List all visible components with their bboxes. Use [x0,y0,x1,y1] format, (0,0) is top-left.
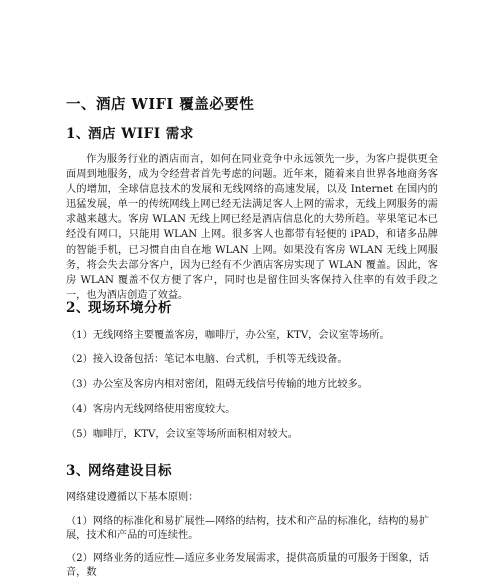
list-item: （1）无线网络主要覆盖客房，咖啡厅，办公室，KTV，会议室等场所。 [66,330,390,341]
section-number: 3、 [66,463,90,479]
list-item: （3）办公室及客房内相对密闭，阻碍无线信号传输的地方比较多。 [66,379,368,390]
section-number: 2、 [66,300,90,316]
section-title: 现场环境分析 [88,300,172,316]
section-heading-2 [66,296,172,316]
section-title: 网络建设目标 [88,463,172,479]
section-1-paragraph [66,152,438,303]
section-3-intro: 网络建设遵循以下基本原则： [66,492,199,503]
section-title: 酒店 WIFI 需求 [88,126,194,142]
main-heading: 一、酒店 WIFI 覆盖必要性 [66,96,255,113]
list-item: （5）咖啡厅，KTV，会议室等场所面积相对较大。 [66,429,298,440]
section-number: 1、 [66,126,90,142]
list-item: （4）客房内无线网络使用密度较大。 [66,404,236,415]
list-item: （1）网络的标准化和易扩展性—网络的结构，技术和产品的标准化，结构的易扩展，技术和产品的可连续性。 [66,516,430,541]
paragraph-text: 作为服务行业的酒店而言，如何在同业竞争中永远领先一步，为客户提供更全面周到地服务，成为令经营者首先考虑的问题。近年来，随着来自世界各地商务客人的增加，全球信息技术的发展和无线网络的高速发展，以及 Internet 在国内的迅猛发展，单一的传统网线上网已经无法满足客人上网的需求，无线上网服务的需求越来越大。客房 WLAN 无线上网已经是酒店信息化的大势所趋。苹果笔记本已经没有网口，只能用 WLAN 上网。很多客人也都带有轻便的 iPAD，和诸多品牌的智能手机，已习惯自由自在地 WLAN 上网。如果没有客房 WLAN 无线上网服务，将会失去部分客户，因为已经有不少酒店客房实现了 WLAN 覆盖。因此，客房 WLAN 覆盖不仅方便了客户，同时也是留住回头客保持入住率的有效手段之一，也为酒店创造了效益。 [66,154,438,301]
section-heading-1 [66,122,194,142]
list-item: （2）网络业务的适应性—适应多业务发展需求，提供高质量的可服务于图象，话音，数 [66,553,430,578]
section-heading-3 [66,459,172,479]
list-item: （2）接入设备包括：笔记本电脑、台式机，手机等无线设备。 [66,354,348,365]
